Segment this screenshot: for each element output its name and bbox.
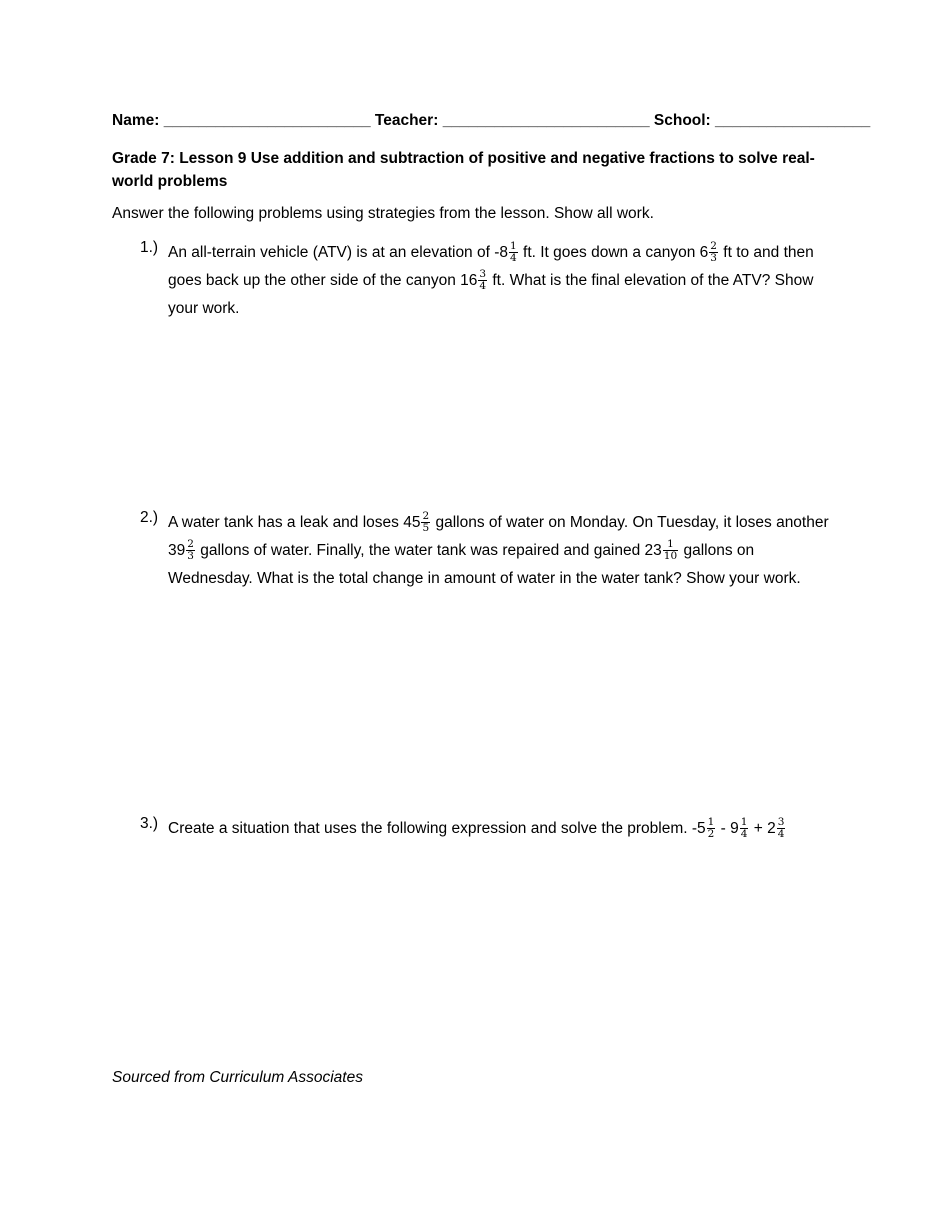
- teacher-label: Teacher:: [374, 112, 439, 129]
- name-blank: ________________________: [163, 112, 371, 129]
- denominator: 5: [422, 522, 430, 535]
- text-segment: + 2: [749, 820, 776, 837]
- school-blank: __________________: [715, 112, 871, 129]
- fraction: [709, 241, 718, 264]
- denominator: 4: [510, 252, 517, 265]
- text-segment: ft to and then goes back up the other side of the canyon 16: [168, 244, 814, 289]
- problem-number: 1.): [140, 239, 159, 256]
- text-segment: gallons on Wednesday. What is the total change in amount of water in the water tank? Show your work.: [168, 542, 801, 587]
- problem-3: [140, 815, 838, 843]
- lesson-title: Grade 7: Lesson 9 Use addition and subtraction of positive and negative fractions to solve real-world problems: [112, 150, 815, 190]
- text-segment: gallons of water. Finally, the water tank was repaired and gained 23: [195, 542, 662, 559]
- school-label: School:: [653, 112, 711, 129]
- text-segment: - 9: [716, 820, 739, 837]
- numerator: 3: [777, 816, 785, 829]
- text-segment: ft. It goes down a canyon 6: [518, 244, 709, 261]
- header-fields: [112, 112, 871, 130]
- name-label: Name:: [112, 112, 160, 129]
- numerator: 1: [707, 816, 715, 829]
- fraction: [663, 539, 678, 562]
- fraction: [509, 241, 518, 264]
- problem-text: [168, 239, 838, 323]
- fraction: [478, 269, 487, 292]
- problem-text: [168, 815, 838, 843]
- denominator: 4: [479, 280, 487, 293]
- denominator: 2: [707, 828, 715, 841]
- fraction: [707, 817, 716, 840]
- denominator: 4: [777, 828, 785, 841]
- numerator: 1: [740, 816, 748, 829]
- denominator: 3: [187, 550, 194, 563]
- fraction: [186, 539, 195, 562]
- numerator: 2: [422, 510, 430, 523]
- fraction: [740, 817, 749, 840]
- problem-number: 3.): [140, 815, 159, 832]
- problem-2: [140, 509, 838, 593]
- numerator: 1: [510, 240, 517, 253]
- problem-number: 2.): [140, 509, 159, 526]
- text-segment: A water tank has a leak and loses 45: [168, 514, 421, 531]
- text-segment: gallons of water on Monday. On Tuesday, it loses another 39: [168, 514, 829, 559]
- numerator: 1: [667, 538, 674, 551]
- numerator: 2: [187, 538, 194, 551]
- denominator: 10: [663, 550, 678, 563]
- fraction: [421, 511, 430, 534]
- problem-1: [140, 239, 838, 323]
- numerator: 2: [710, 240, 717, 253]
- numerator: 3: [479, 268, 487, 281]
- denominator: 4: [740, 828, 748, 841]
- text-segment: Create a situation that uses the following expression and solve the problem. -5: [168, 820, 706, 837]
- source-footer: Sourced from Curriculum Associates: [112, 1069, 363, 1086]
- instructions: Answer the following problems using strategies from the lesson. Show all work.: [112, 205, 654, 222]
- text-segment: An all-terrain vehicle (ATV) is at an elevation of -8: [168, 244, 509, 261]
- problem-text: [168, 509, 838, 593]
- teacher-blank: ________________________: [442, 112, 650, 129]
- denominator: 3: [710, 252, 717, 265]
- text-segment: ft. What is the final elevation of the ATV? Show your work.: [168, 272, 814, 317]
- fraction: [777, 817, 786, 840]
